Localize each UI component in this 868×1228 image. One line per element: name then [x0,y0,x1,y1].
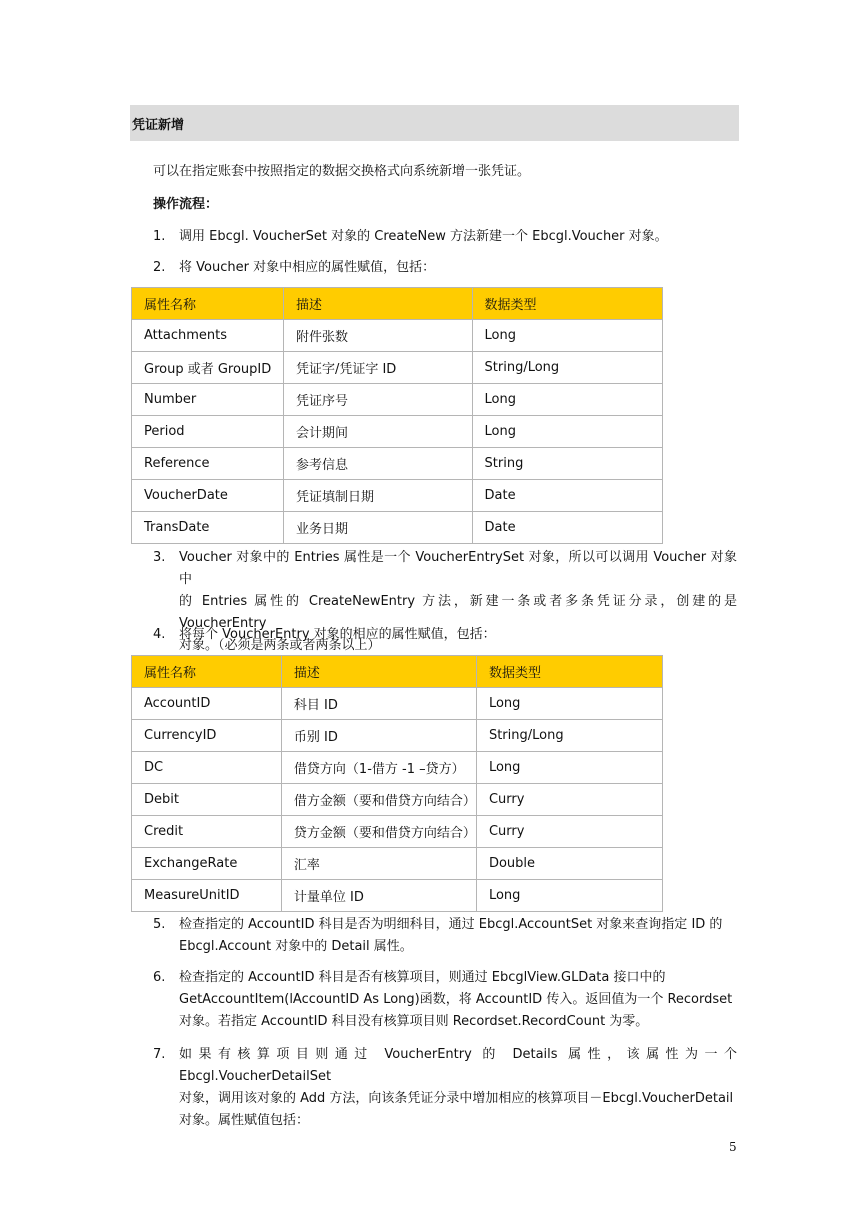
description-cell: 凭证序号 [283,384,472,416]
table-row [132,720,663,752]
intro-paragraph: 可以在指定账套中按照指定的数据交换格式向系统新增一张凭证。 [153,164,531,179]
step-text: 检查指定的 AccountID 科目是否为明细科目，通过 Ebcgl.AccountSet 对象来查询指定 ID 的 Ebcgl.Account 对象中的 Detail 属性。 [179,917,723,954]
description-cell: 汇率 [281,848,476,880]
description-cell: 会计期间 [283,416,472,448]
table-row [132,816,663,848]
data-type-cell: String/Long [476,720,662,752]
header-cell: 描述 [281,656,476,688]
data-type-cell: String/Long [472,352,662,384]
property-name-cell: MeasureUnitID [132,880,282,912]
header-cell: 数据类型 [476,656,662,688]
table-row [132,384,663,416]
description-cell: 借贷方向（1-借方 -1 –贷方） [281,752,476,784]
table-row [132,688,663,720]
header-cell: 属性名称 [132,288,284,320]
property-name-cell: Period [132,416,284,448]
table-header-row [132,288,663,320]
section-header-bar [130,105,739,141]
data-type-cell: Double [476,848,662,880]
property-name-cell: TransDate [132,512,284,544]
property-name-cell: Number [132,384,284,416]
table-row [132,848,663,880]
table-row [132,448,663,480]
data-type-cell: Long [476,752,662,784]
step-number: 1. [153,229,166,244]
description-cell: 附件张数 [283,320,472,352]
step-text: 如果有核算项目则通过 VoucherEntry 的 Details 属性，该属性为一个 Ebcgl.VoucherDetailSet 对象，调用该对象的 Add 方法，向该条凭证分录中增加相应的核算项目－Ebcgl.VoucherDetail 对象。属性赋值包括： [179,1047,737,1128]
data-type-cell: Curry [476,784,662,816]
step-number: 4. [153,627,166,642]
description-cell: 业务日期 [283,512,472,544]
data-type-cell: Date [472,512,662,544]
procedure-subheading: 操作流程： [153,197,219,212]
step-number: 2. [153,260,166,275]
step-number: 5. [153,917,166,932]
table-row [132,752,663,784]
property-name-cell: Credit [132,816,282,848]
table-row [132,512,663,544]
step-text: 检查指定的 AccountID 科目是否有核算项目，则通过 EbcglView.GLData 接口中的 GetAccountItem(lAccountID As Long)函数，将 AccountID 传入。返回值为一个 Recordset 对象。若指定 AccountID 科目没有核算项目则 Recordset.RecordCount 为零。 [179,970,733,1029]
voucher-entry-properties-table [131,655,663,912]
description-cell: 借方金额（要和借贷方向结合） [281,784,476,816]
description-cell: 币别 ID [281,720,476,752]
table-row [132,352,663,384]
property-name-cell: Group 或者 GroupID [132,352,284,384]
description-cell: 计量单位 ID [281,880,476,912]
table-row [132,416,663,448]
step-number: 7. [153,1047,166,1062]
step-text: Voucher 对象中的 Entries 属性是一个 VoucherEntrySet 对象，所以可以调用 Voucher 对象中 的 Entries 属性的 CreateNewEntry 方法，新建一条或者多条凭证分录，创建的是 VoucherEntry 对象。（必须是两条或者两条以上） [179,550,737,653]
description-cell: 科目 ID [281,688,476,720]
description-cell: 贷方金额（要和借贷方向结合） [281,816,476,848]
data-type-cell: Long [472,320,662,352]
data-type-cell: Long [472,384,662,416]
property-name-cell: ExchangeRate [132,848,282,880]
header-cell: 属性名称 [132,656,282,688]
step-number: 6. [153,970,166,985]
property-name-cell: DC [132,752,282,784]
description-cell: 凭证填制日期 [283,480,472,512]
table-row [132,880,663,912]
data-type-cell: Long [472,416,662,448]
data-type-cell: String [472,448,662,480]
property-name-cell: Debit [132,784,282,816]
voucher-properties-table [131,287,663,544]
property-name-cell: Reference [132,448,284,480]
data-type-cell: Curry [476,816,662,848]
table-row [132,480,663,512]
property-name-cell: VoucherDate [132,480,284,512]
data-type-cell: Long [476,688,662,720]
table-header-row [132,656,663,688]
description-cell: 参考信息 [283,448,472,480]
section-title: 凭证新增 [132,117,185,133]
step-text: 将 Voucher 对象中相应的属性赋值，包括： [179,260,436,275]
data-type-cell: Date [472,480,662,512]
property-name-cell: AccountID [132,688,282,720]
page-number: 5 [729,1140,737,1154]
table-row [132,320,663,352]
table-row [132,784,663,816]
header-cell: 描述 [283,288,472,320]
description-cell: 凭证字/凭证字 ID [283,352,472,384]
data-type-cell: Long [476,880,662,912]
step-number: 3. [153,550,166,565]
header-cell: 数据类型 [472,288,662,320]
step-text: 调用 Ebcgl. VoucherSet 对象的 CreateNew 方法新建一个 Ebcgl.Voucher 对象。 [179,229,668,244]
property-name-cell: CurrencyID [132,720,282,752]
step-text: 将每个 VoucherEntry 对象的相应的属性赋值，包括： [179,627,496,642]
property-name-cell: Attachments [132,320,284,352]
